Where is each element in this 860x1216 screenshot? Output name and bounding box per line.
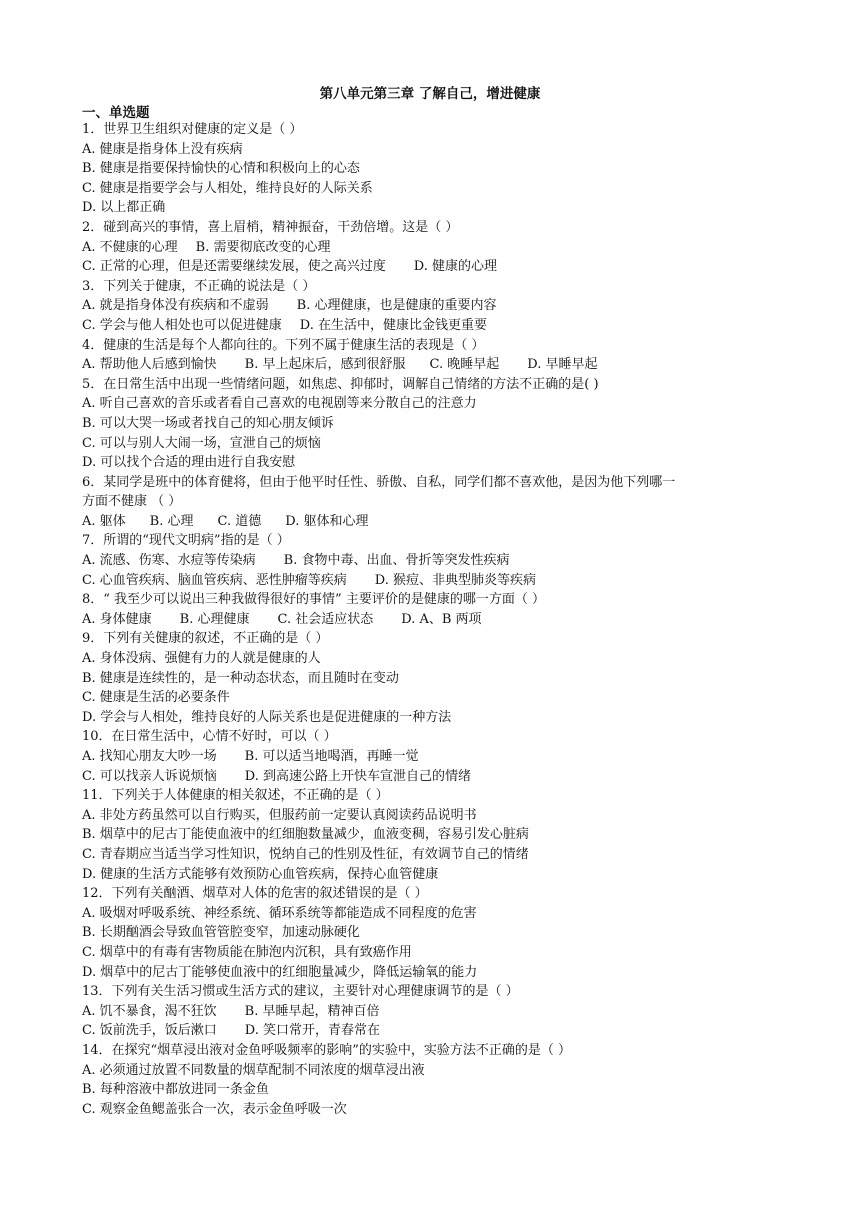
option-row bbox=[82, 747, 782, 767]
option-c: C. 晚睡早起 bbox=[429, 357, 500, 373]
option-a: A. 就是指身体没有疾病和不虚弱 bbox=[82, 298, 269, 314]
section-heading: 一、单选题 bbox=[82, 105, 150, 121]
option-d: D. 学会与人相处，维持良好的人际关系也是促进健康的一种方法 bbox=[82, 709, 452, 725]
option-row bbox=[82, 296, 782, 316]
option-d: D. 健康的生活方式能够有效预防心血管疾病，保持心血管健康 bbox=[82, 866, 439, 882]
option-a: A. 不健康的心理 bbox=[82, 239, 178, 255]
option-d: D. 以上都正确 bbox=[82, 200, 166, 216]
question-stem: 5．在日常生活中出现一些情绪问题，如焦虑、抑郁时，调解自己情绪的方法不正确的是( ) bbox=[82, 376, 599, 392]
option-d: D. 早睡早起 bbox=[527, 357, 598, 373]
option-a: A. 帮助他人后感到愉快 bbox=[82, 357, 217, 373]
option-b: B. 可以适当地喝酒，再睡一觉 bbox=[244, 749, 419, 764]
question-stem: 3．下列关于健康，不正确的说法是（ ） bbox=[82, 278, 316, 294]
option-c: C. 观察金鱼鳃盖张合一次，表示金鱼呼吸一次 bbox=[82, 1101, 347, 1117]
option-row bbox=[82, 1002, 782, 1022]
option-c: C. 心血管疾病、脑血管疾病、恶性肿瘤等疾病 bbox=[82, 572, 347, 588]
option-c: C. 健康是生活的必要条件 bbox=[82, 690, 230, 706]
option-row bbox=[82, 1021, 782, 1041]
option-a: A. 身体没病、强健有力的人就是健康的人 bbox=[82, 651, 321, 667]
option-c: C. 可以找亲人诉说烦恼 bbox=[82, 768, 217, 784]
option-row bbox=[82, 571, 782, 591]
option-b: B. 心理健康 bbox=[179, 611, 250, 627]
question-stem: 9．下列有关健康的叙述，不正确的是（ ） bbox=[82, 631, 329, 647]
question-stem-cont: 方面不健康 （ ） bbox=[82, 494, 182, 510]
option-b: B. 每种溶液中都放进同一条金鱼 bbox=[82, 1082, 269, 1098]
option-row bbox=[82, 355, 782, 375]
option-b: B. 食物中毒、出血、骨折等突发性疾病 bbox=[283, 553, 510, 569]
option-a: A. 找知心朋友大吵一场 bbox=[82, 749, 217, 764]
option-row bbox=[82, 610, 782, 630]
option-d: D. 到高速公路上开快车宣泄自己的情绪 bbox=[244, 768, 471, 784]
option-b: B. 烟草中的尼古丁能使血液中的红细胞数量减少，血液变稠，容易引发心脏病 bbox=[82, 827, 529, 843]
option-row bbox=[82, 551, 782, 571]
option-d: D. 躯体和心理 bbox=[285, 513, 369, 529]
page-title: 第八单元第三章 了解自己，增进健康 bbox=[319, 86, 541, 102]
option-row bbox=[82, 316, 782, 336]
question-stem: 14．在探究“烟草浸出液对金鱼呼吸频率的影响”的实验中，实验方法不正确的是（ ） bbox=[82, 1042, 571, 1058]
option-b: B. 长期酗酒会导致血管管腔变窄，加速动脉硬化 bbox=[82, 925, 360, 941]
option-a: A. 必须通过放置不同数量的烟草配制不同浓度的烟草浸出液 bbox=[82, 1062, 425, 1078]
option-d: D. 烟草中的尼古丁能够使血液中的红细胞量减少，降低运输氧的能力 bbox=[82, 964, 478, 980]
question-stem: 7．所谓的“现代文明病”指的是（ ） bbox=[82, 533, 290, 549]
option-c: C. 饭前洗手，饭后漱口 bbox=[82, 1023, 217, 1039]
option-c: C. 烟草中的有毒有害物质能在肺泡内沉积，具有致癌作用 bbox=[82, 944, 412, 960]
option-b: B. 健康是指要保持愉快的心情和积极向上的心态 bbox=[82, 161, 360, 177]
option-b: B. 健康是连续性的，是一种动态状态，而且随时在变动 bbox=[82, 670, 399, 686]
option-b: B. 心理健康，也是健康的重要内容 bbox=[296, 298, 497, 314]
question-stem: 13．下列有关生活习惯或生活方式的建议，主要针对心理健康调节的是（ ） bbox=[82, 984, 519, 1000]
option-c: C. 健康是指要学会与人相处，维持良好的人际关系 bbox=[82, 180, 373, 196]
question-stem: 6．某同学是班中的体育健将，但由于他平时任性、骄傲、自私，同学们都不喜欢他，是因为他下列哪一 bbox=[82, 474, 676, 490]
option-d: D. 笑口常开，青春常在 bbox=[244, 1023, 380, 1039]
option-d: D. A、B 两项 bbox=[401, 611, 482, 627]
option-c: C. 道德 bbox=[217, 513, 262, 529]
option-d: D. 在生活中，健康比金钱更重要 bbox=[299, 317, 487, 333]
option-c: C. 可以与别人大闹一场，宣泄自己的烦恼 bbox=[82, 435, 321, 451]
option-a: A. 听自己喜欢的音乐或者看自己喜欢的电视剧等来分散自己的注意力 bbox=[82, 396, 477, 412]
option-d: D. 猴痘、非典型肺炎等疾病 bbox=[374, 572, 536, 588]
option-a: A. 躯体 bbox=[82, 513, 126, 529]
question-stem: 8．“ 我至少可以说出三种我做得很好的事情” 主要评价的是健康的哪一方面（ ） bbox=[82, 592, 545, 608]
option-a: A. 吸烟对呼吸系统、神经系统、循环系统等都能造成不同程度的危害 bbox=[82, 905, 477, 921]
question-list bbox=[82, 120, 782, 1119]
option-a: A. 流感、伤寒、水痘等传染病 bbox=[82, 553, 256, 569]
option-b: B. 心理 bbox=[149, 513, 194, 529]
option-b: B. 可以大哭一场或者找自己的知心朋友倾诉 bbox=[82, 415, 334, 431]
option-b: B. 早上起床后，感到很舒服 bbox=[244, 357, 406, 373]
option-row bbox=[82, 238, 782, 258]
question-stem: 11．下列关于人体健康的相关叙述，不正确的是（ ） bbox=[82, 788, 389, 804]
question-stem: 1．世界卫生组织对健康的定义是（ ） bbox=[82, 122, 303, 137]
option-row bbox=[82, 767, 782, 787]
option-d: D. 可以找个合适的理由进行自我安慰 bbox=[82, 455, 296, 471]
question-stem: 2．碰到高兴的事情，喜上眉梢，精神振奋，干劲倍增。这是（ ） bbox=[82, 219, 459, 235]
option-d: D. 健康的心理 bbox=[413, 259, 497, 275]
option-c: C. 学会与他人相处也可以促进健康 bbox=[82, 317, 282, 333]
option-row bbox=[82, 257, 782, 277]
option-b: B. 早睡早起，精神百倍 bbox=[244, 1003, 380, 1019]
option-row bbox=[82, 512, 782, 532]
option-a: A. 身体健康 bbox=[82, 611, 152, 627]
option-a: A. 非处方药虽然可以自行购买，但服药前一定要认真阅读药品说明书 bbox=[82, 807, 477, 823]
question-stem: 4．健康的生活是每个人都向往的。下列不属于健康生活的表现是（ ） bbox=[82, 337, 485, 353]
option-c: C. 正常的心理，但是还需要继续发展，使之高兴过度 bbox=[82, 259, 386, 275]
question-stem: 10．在日常生活中，心情不好时，可以（ ） bbox=[82, 729, 337, 745]
option-b: B. 需要彻底改变的心理 bbox=[195, 239, 331, 255]
option-c: C. 青春期应当适当学习性知识，悦纳自己的性别及性征，有效调节自己的情绪 bbox=[82, 846, 529, 862]
option-a: A. 饥不暴食，渴不狂饮 bbox=[82, 1003, 217, 1019]
option-a: A. 健康是指身体上没有疾病 bbox=[82, 141, 243, 157]
option-c: C. 社会适应状态 bbox=[277, 611, 374, 627]
question-stem: 12．下列有关酗酒、烟草对人体的危害的叙述错误的是（ ） bbox=[82, 886, 428, 902]
